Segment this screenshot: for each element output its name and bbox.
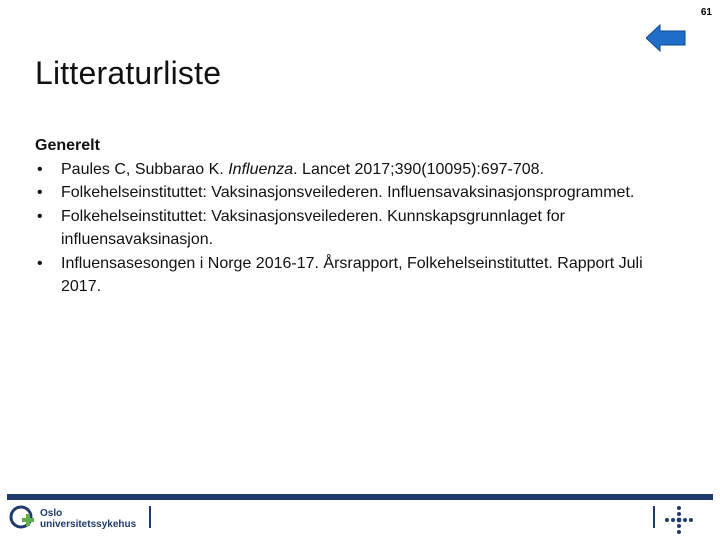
reference-list (35, 158, 675, 299)
hospital-logo (9, 504, 159, 536)
dots-cross-icon (664, 505, 694, 535)
reference-item (35, 158, 675, 182)
back-arrow-icon[interactable] (646, 24, 686, 52)
bullet: • (37, 160, 43, 178)
reference-text: Folkehelseinstituttet: Vaksinasjonsveilederen. Kunnskapsgrunnlaget for influensavaksinasjon. (61, 207, 565, 248)
reference-item (35, 181, 675, 205)
reference-italic-title: Influenza (228, 160, 294, 178)
reference-item (35, 205, 675, 252)
reference-text: Folkehelseinstituttet: Vaksinasjonsveilederen. Influensavaksinasjonsprogrammet. (61, 184, 635, 201)
logo-text (40, 508, 136, 530)
footer-divider (653, 506, 655, 528)
logo-divider (149, 506, 151, 528)
page-title: Litteraturliste (35, 55, 222, 91)
bullet: • (37, 184, 43, 201)
reference-text: Paules C, Subbarao K. (61, 160, 229, 178)
reference-list-section (35, 134, 675, 299)
logo-line-oslo: Oslo (40, 508, 63, 519)
bullet: • (37, 207, 43, 225)
section-heading: Generelt (35, 137, 100, 154)
reference-item (35, 252, 675, 299)
footer-bar (7, 494, 713, 500)
bullet: • (37, 254, 43, 272)
reference-text: . Lancet 2017;390(10095):697-708. (293, 160, 545, 178)
logo-cross-icon (9, 504, 37, 532)
reference-text: Influensasesongen i Norge 2016-17. Årsrapport, Folkehelseinstituttet. Rapport Juli 2017. (61, 254, 643, 295)
page-number: 61 (700, 7, 712, 18)
logo-line-hospital: universitetssykehus (40, 519, 137, 530)
